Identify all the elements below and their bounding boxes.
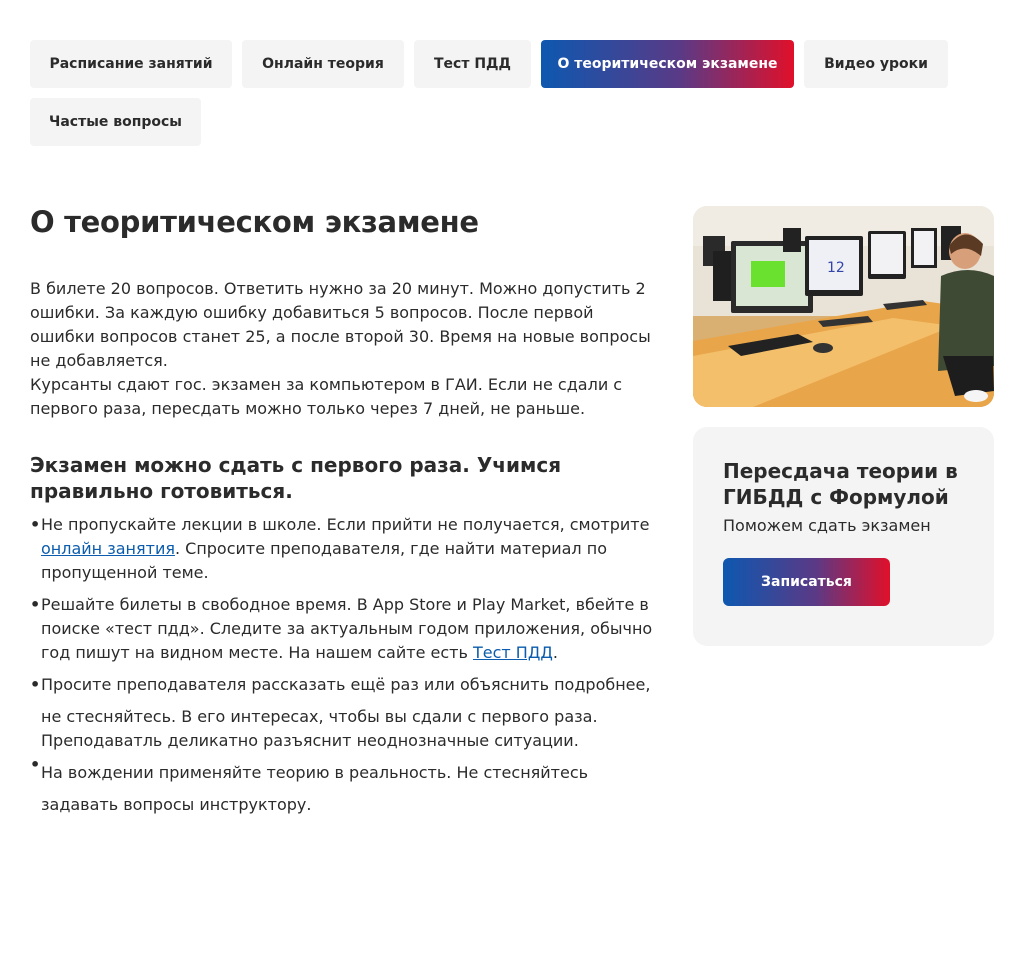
pdd-test-link[interactable]: Тест ПДД (472, 643, 553, 662)
intro-paragraph-retake: Курсанты сдают гос. экзамен за компьютером в ГАИ. Если не сдали с первого раза, пересдать можно только через 7 дней, не раньше. (30, 375, 623, 418)
tip-text: На вождении применяйте теорию в реальность. Не стесняйтесь (41, 763, 589, 782)
tip-text: задавать вопросы инструктору. (41, 795, 312, 814)
tip-text: не стесняйтесь. В его интересах, чтобы вы сдали с первого раза. Преподаватль деликатно разъяснит неоднозначные ситуации. (41, 707, 598, 750)
bullet-dot: • (30, 675, 41, 694)
tip-text: . (552, 643, 558, 662)
tip-text: . Спросите преподавателя, где найти материал по пропущенной теме. (41, 539, 607, 582)
exam-room-photo (693, 206, 994, 407)
list-item (30, 593, 670, 665)
cta-subtitle: Поможем сдать экзамен (723, 516, 931, 535)
list-item (30, 513, 670, 585)
tip-text: Не пропускайте лекции в школе. Если прийти не получается, смотрите (41, 515, 650, 534)
list-item (30, 673, 670, 753)
tab-online-theory[interactable]: Онлайн теория (242, 40, 404, 88)
tip-text: Просите преподавателя рассказать ещё раз или объяснить подробнее, (41, 675, 651, 694)
tip-text: Решайте билеты в свободное время. В App Store и Play Market, вбейте в поиске «тест пдд». Следите за актуальным годом приложения, обычно год пишут на видном месте. На нашем сайте есть (41, 595, 653, 662)
tab-video-lessons[interactable]: Видео уроки (804, 40, 948, 88)
intro-paragraph-rules: В билете 20 вопросов. Ответить нужно за 20 минут. Можно допустить 2 ошибки. За каждую ошибку добавиться 5 вопросов. После первой ошибки вопросов станет 25, а после второй 30. Время на новые вопросы не добавляется. (30, 279, 651, 370)
sign-up-button[interactable]: Записаться (723, 558, 890, 606)
exam-room-illustration (693, 206, 994, 407)
screen-number: 12 (827, 260, 845, 276)
exam-intro (30, 277, 660, 421)
bullet-dot: • (30, 755, 41, 774)
tab-schedule[interactable]: Расписание занятий (30, 40, 232, 88)
tab-pdd-test[interactable]: Тест ПДД (414, 40, 531, 88)
bullet-dot: • (30, 515, 41, 534)
retake-cta-card (693, 427, 994, 646)
online-classes-link[interactable]: онлайн занятия (41, 539, 175, 558)
list-item (30, 755, 670, 817)
tab-faq[interactable]: Частые вопросы (30, 98, 201, 146)
preparation-heading: Экзамен можно сдать с первого раза. Учимся правильно готовиться. (30, 453, 562, 503)
cta-title: Пересдача теории в ГИБДД с Формулой (723, 459, 958, 509)
bullet-dot: • (30, 595, 41, 614)
page-title: О теоритическом экзамене (30, 205, 479, 239)
tab-theory-exam[interactable]: О теоритическом экзамене (541, 40, 794, 88)
